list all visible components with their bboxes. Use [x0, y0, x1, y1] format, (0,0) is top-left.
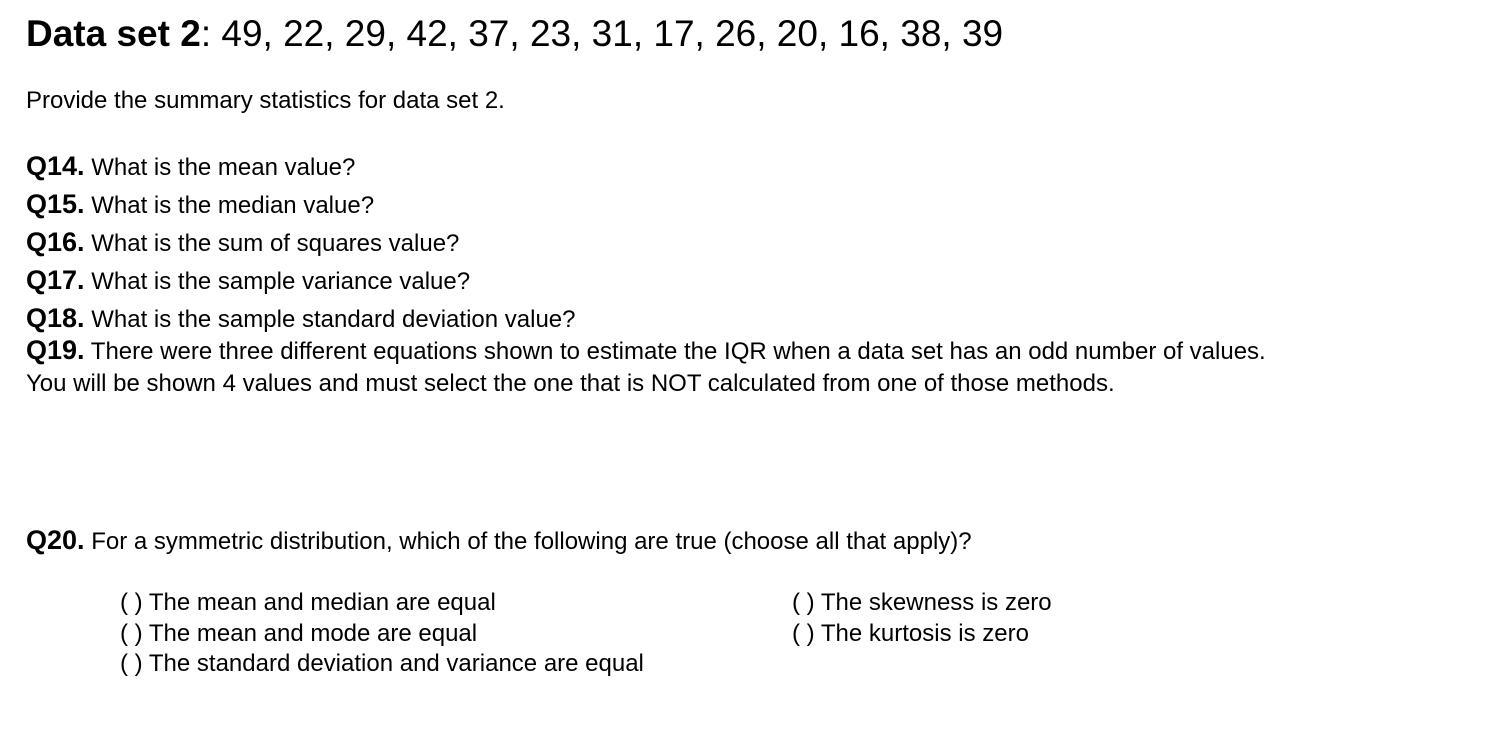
question-text: What is the median value? — [84, 192, 375, 219]
question-text: What is the sum of squares value? — [84, 230, 460, 257]
question-text: What is the mean value? — [84, 154, 356, 181]
question-number: Q17. — [26, 265, 85, 295]
question-number: Q18. — [26, 303, 85, 333]
option-label: The mean and median are equal — [148, 589, 496, 616]
question-q19-block — [26, 333, 1266, 399]
option-mean-mode-equal[interactable] — [120, 619, 644, 650]
question-q17 — [26, 262, 1476, 300]
question-number: Q15. — [26, 189, 85, 219]
question-list — [26, 148, 1476, 338]
question-text: There were three different equations shown to estimate the IQR when a data set has an odd number of values. — [84, 338, 1266, 365]
question-number: Q14. — [26, 151, 85, 181]
option-kurtosis-zero[interactable] — [792, 619, 1052, 650]
question-q20 — [26, 522, 972, 560]
intro-text: Provide the summary statistics for data set 2. — [26, 87, 505, 114]
option-mean-median-equal[interactable] — [120, 588, 644, 619]
option-label: The kurtosis is zero — [820, 619, 1029, 647]
data-set-label: Data set 2 — [26, 13, 201, 54]
question-q19-continuation: You will be shown 4 values and must select the one that is NOT calculated from one of those methods. — [26, 370, 1115, 397]
question-q19 — [26, 333, 1266, 369]
option-label: The standard deviation and variance are equal — [148, 650, 644, 677]
question-text: What is the sample variance value? — [84, 268, 471, 295]
question-text: For a symmetric distribution, which of the following are true (choose all that apply)? — [84, 528, 972, 555]
option-checkbox[interactable]: ( ) — [120, 589, 143, 616]
option-skewness-zero[interactable] — [792, 588, 1052, 619]
question-number: Q20. — [26, 525, 85, 555]
question-q16 — [26, 224, 1476, 262]
answer-options-left — [120, 588, 644, 680]
data-set-separator: : — [200, 13, 212, 54]
question-number: Q19. — [26, 335, 85, 365]
option-checkbox[interactable]: ( ) — [792, 589, 815, 616]
data-set-values: 49, 22, 29, 42, 37, 23, 31, 17, 26, 20, 16, 38, 39 — [211, 13, 1004, 54]
option-checkbox[interactable]: ( ) — [792, 619, 815, 647]
option-sd-variance-equal[interactable] — [120, 649, 644, 680]
option-label: The skewness is zero — [820, 589, 1052, 616]
option-label: The mean and mode are equal — [148, 619, 478, 647]
option-checkbox[interactable]: ( ) — [120, 650, 143, 677]
question-text: What is the sample standard deviation value? — [84, 306, 576, 333]
option-checkbox[interactable]: ( ) — [120, 619, 143, 647]
question-q14 — [26, 148, 1476, 186]
question-q15 — [26, 186, 1476, 224]
answer-options-right — [792, 588, 1052, 649]
data-set-heading — [26, 12, 1003, 56]
question-number: Q16. — [26, 227, 85, 257]
